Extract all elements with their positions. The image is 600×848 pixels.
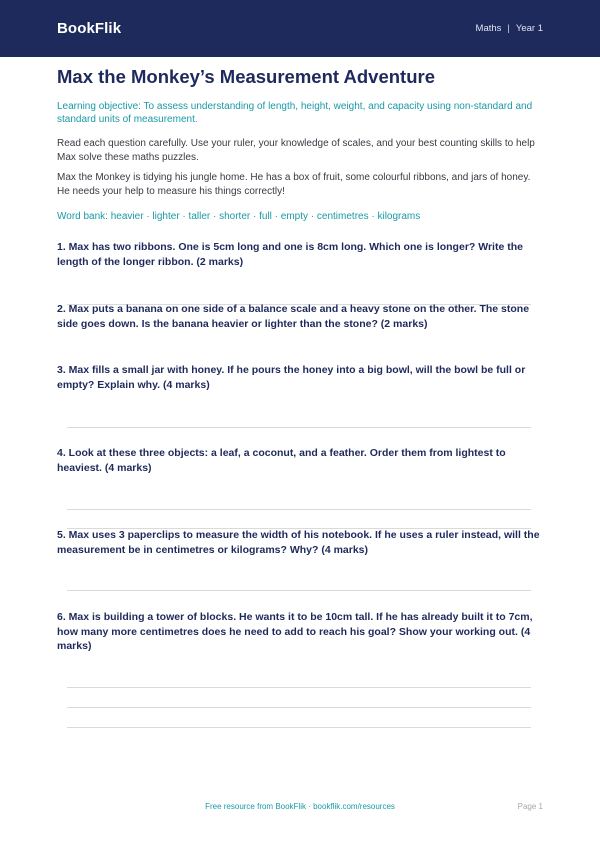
- subject-year-label: [476, 23, 543, 34]
- brand-logo-text[interactable]: BookFlik: [57, 20, 122, 37]
- word-bank: Word bank: heavier · lighter · taller · shorter · full · empty · centimetres · kilograms: [57, 211, 421, 222]
- footer-credit[interactable]: Free resource from BookFlik · bookflik.com/resources: [205, 802, 395, 811]
- answer-line[interactable]: [67, 707, 531, 708]
- question-6: 6. Max is building a tower of blocks. He wants it to be 10cm tall. If he has already built it to 7cm, how many more centimetres does he need to add to reach his goal? Show your working out. (4 marks): [57, 611, 533, 652]
- answer-line[interactable]: [67, 590, 531, 591]
- answer-line[interactable]: [67, 727, 531, 728]
- header-bar: [0, 0, 600, 57]
- learning-objective: Learning objective: To assess understanding of length, height, weight, and capacity using non-standard and standard units of measurement.: [57, 101, 533, 125]
- story-paragraph: Max the Monkey is tidying his jungle home. He has a box of fruit, some colourful ribbons, and jars of honey. He needs your help to measure his things correctly!: [57, 172, 531, 197]
- meta-separator: |: [507, 23, 510, 34]
- instructions-paragraph: Read each question carefully. Use your ruler, your knowledge of scales, and your best counting skills to help Max solve these maths puzzles.: [57, 138, 535, 163]
- year-label: Year 1: [515, 23, 543, 34]
- question-5: 5. Max uses 3 paperclips to measure the width of his notebook. If he uses a ruler instead, will the measurement be in centimetres or kilograms? Why? (4 marks): [57, 529, 540, 556]
- answer-line[interactable]: [67, 427, 531, 428]
- page-title: Max the Monkey’s Measurement Adventure: [57, 66, 435, 87]
- page-number: Page 1: [517, 802, 543, 811]
- question-3: 3. Max fills a small jar with honey. If he pours the honey into a big bowl, will the bowl be full or empty? Explain why. (4 marks): [57, 364, 526, 391]
- answer-line[interactable]: [67, 509, 531, 510]
- question-2: 2. Max puts a banana on one side of a balance scale and a heavy stone on the other. The stone side goes down. Is the banana heavier or lighter than the stone? (2 marks): [57, 303, 530, 330]
- question-4: 4. Look at these three objects: a leaf, a coconut, and a feather. Order them from lightest to heaviest. (4 marks): [57, 447, 506, 474]
- answer-line[interactable]: [67, 687, 531, 688]
- question-1: 1. Max has two ribbons. One is 5cm long and one is 8cm long. Which one is longer? Write the length of the longer ribbon. (2 marks): [57, 241, 523, 268]
- subject-label: Maths: [475, 23, 502, 34]
